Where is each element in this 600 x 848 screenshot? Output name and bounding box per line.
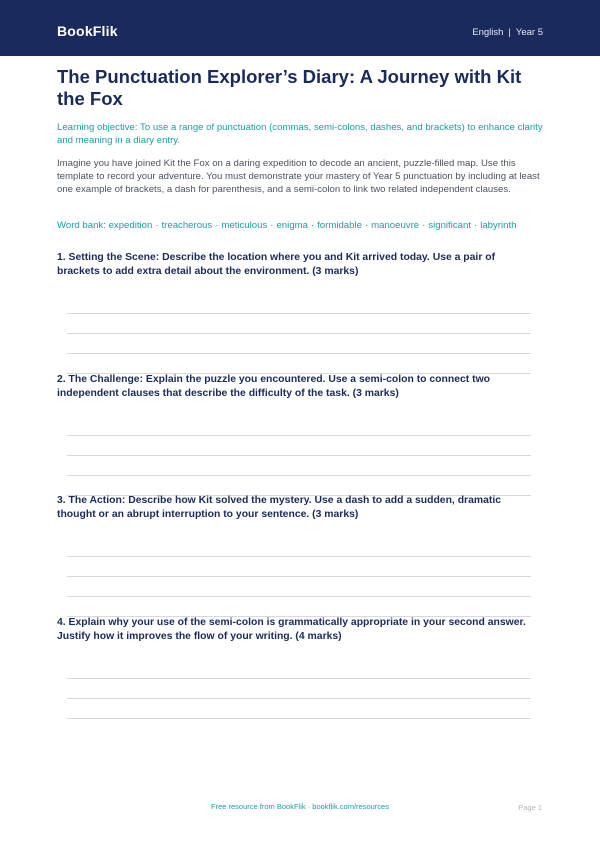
answer-line[interactable] [67,596,531,597]
word-bank [57,219,547,232]
footer-link[interactable]: Free resource from BookFlik · bookflik.com/resources [211,802,389,811]
subject-year [472,27,543,38]
word-separator: · [364,220,369,231]
worksheet-title: The Punctuation Explorer’s Diary: A Journey with Kit the Fox [57,66,522,109]
intro-paragraph: Imagine you have joined Kit the Fox on a daring expedition to decode an ancient, puzzle-filled map. Use this template to record your adventure. You must demonstrate your mastery of Year 5 punctuation by including at least one example of brackets, a dash for parenthesis, and a semi-colon to link two related independent clauses. [57,158,540,195]
meta-separator: | [508,27,511,38]
word-bank-item: enigma [276,220,308,231]
answer-line[interactable] [67,475,531,476]
question-text: 2. The Challenge: Explain the puzzle you encountered. Use a semi-colon to connect two independent clauses that describe the difficulty of the task. (3 marks) [57,374,491,399]
header-bar [0,0,600,56]
answer-line[interactable] [67,556,531,557]
answer-line[interactable] [67,718,531,719]
word-separator: · [270,220,274,231]
answer-line[interactable] [67,333,531,334]
question-1 [57,251,535,279]
answer-line[interactable] [67,698,531,699]
question-text: 3. The Action: Describe how Kit solved the mystery. Use a dash to add a sudden, dramatic thought or an abrupt interruption to your sentence. (3 marks) [57,495,502,520]
word-bank-item: formidable [317,220,362,231]
answer-line[interactable] [67,678,531,679]
word-bank-item: expedition [108,220,153,231]
answer-line[interactable] [67,313,531,314]
question-text: 4. Explain why your use of the semi-colon is grammatically appropriate in your second answer. Justify how it improves the flow of your writing. (4 marks) [57,617,526,642]
word-separator: · [215,220,219,231]
year-label: Year 5 [515,27,543,38]
word-bank-item: manoeuvre [371,220,420,231]
word-bank-label: Word bank: [57,220,106,231]
word-separator: · [474,220,478,231]
brand-logo[interactable]: BookFlik [57,23,118,39]
word-bank-item: treacherous [161,220,213,231]
question-4 [57,616,535,644]
word-separator: · [422,220,426,231]
page-number: Page 1 [518,803,542,812]
question-3 [57,494,535,522]
question-text: 1. Setting the Scene: Describe the location where you and Kit arrived today. Use a pair of brackets to add extra detail about the environment. (3 marks) [57,252,496,277]
question-2 [57,373,535,401]
subject-label: English [472,27,504,38]
answer-line[interactable] [67,576,531,577]
word-bank-item: meticulous [221,220,268,231]
word-separator: · [155,220,159,231]
answer-line[interactable] [67,455,531,456]
word-bank-item: significant [428,220,471,231]
word-bank-item: labyrinth [480,220,517,231]
word-bank-words [109,220,517,231]
answer-line[interactable] [67,353,531,354]
learning-objective: Learning objective: To use a range of punctuation (commas, semi-colons, dashes, and brackets) to enhance clarity and meaning in a diary entry. [57,122,543,146]
word-separator: · [310,220,315,231]
answer-line[interactable] [67,435,531,436]
